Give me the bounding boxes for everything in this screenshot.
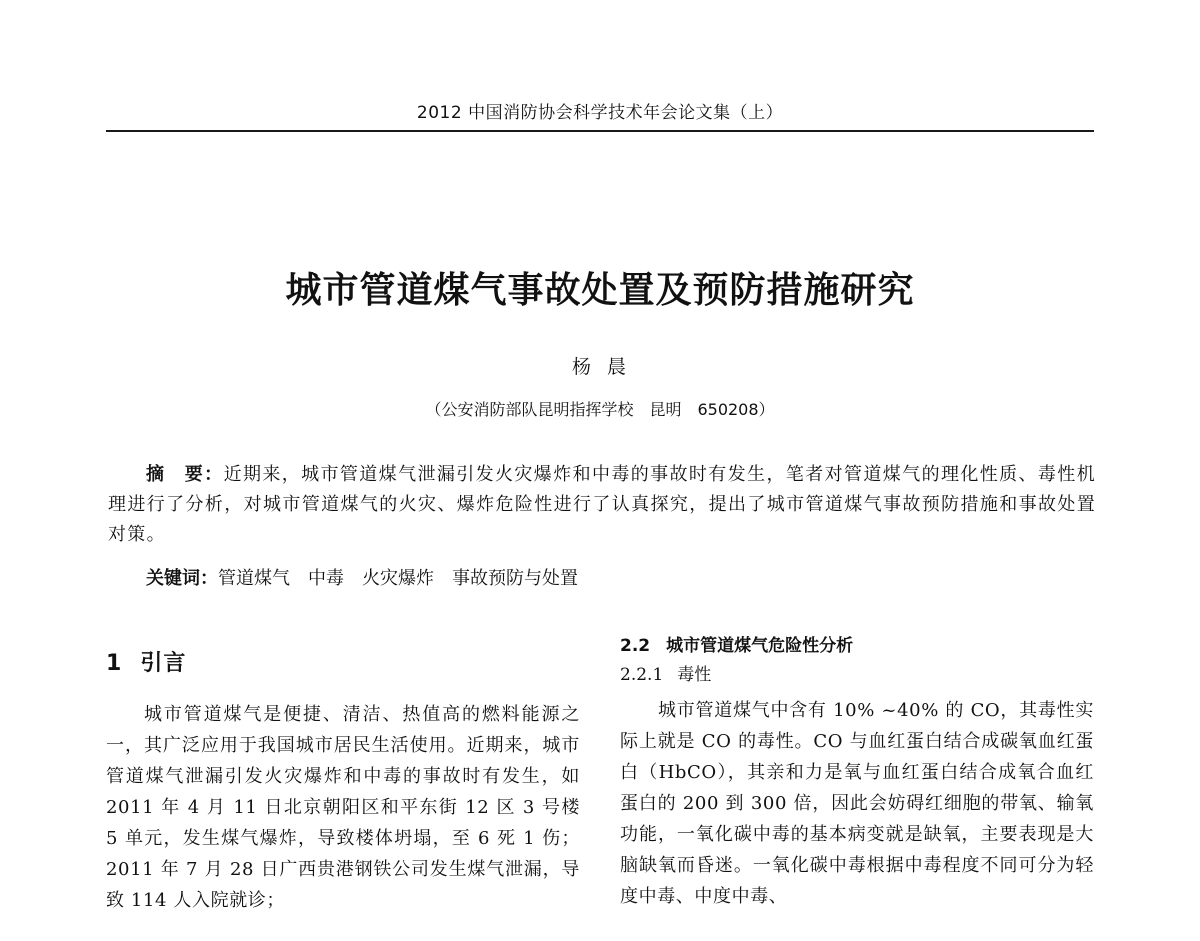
section-title: 引言 [140,651,187,676]
abstract-text: 近期来，城市管道煤气泄漏引发火灾爆炸和中毒的事故时有发生，笔者对管道煤气的理化性质、毒性机理进行了分析，对城市管道煤气的火灾、爆炸危险性进行了认真探究，提出了城市管道煤气事故预防措施和事故处置对策。 [108,464,1096,545]
right-column [620,631,1094,912]
section-number: 1 [106,651,123,676]
toxicity-paragraph: 城市管道煤气中含有 10% ~40% 的 CO，其毒性实际上就是 CO 的毒性。CO 与血红蛋白结合成碳氧血红蛋白（HbCO），其亲和力是氧与血红蛋白结合成氧合血红蛋白的 200 到 300 倍，因此会妨碍红细胞的带氧、输氧功能，一氧化碳中毒的基本病变就是缺氧，主要表现是大脑缺氧而昏迷。一氧化碳中毒根据中毒程度不同可分为轻度中毒、中度中毒、 [620,700,1094,907]
keyword-item: 中毒 [308,568,344,589]
paper-author: 杨晨 [571,356,642,378]
keyword-item: 事故预防与处置 [452,568,578,589]
keywords [146,566,596,592]
abstract [108,460,1096,550]
section-heading [106,646,580,677]
abstract-label: 摘 要： [146,464,224,485]
intro-paragraph: 城市管道煤气是便捷、清洁、热值高的燃料能源之一，其广泛应用于我国城市居民生活使用。近期来，城市管道煤气泄漏引发火灾爆炸和中毒的事故时有发生，如 2011 年 4 月 11 日北京朝阳区和平东街 12 区 3 号楼 5 单元，发生煤气爆炸，导致楼体坍塌，至 6 死 1 伤；2011 年 7 月 28 日广西贵港钢铁公司发生煤气泄漏，导致 114 人入院就诊； [106,704,580,911]
header-rule [106,130,1094,132]
author-affiliation: （公安消防部队昆明指挥学校 昆明 650208） [425,400,775,419]
keywords-label: 关键词： [146,568,218,589]
subsection-title: 城市管道煤气危险性分析 [666,636,854,656]
left-column [106,646,580,916]
paper-title: 城市管道煤气事故处置及预防措施研究 [285,269,915,311]
subsection-number: 2.2 [620,636,651,656]
running-header: 2012 中国消防协会科学技术年会论文集（上） [416,103,784,123]
subsubsection-heading [620,660,1094,685]
subsubsection-number: 2.2.1 [620,665,664,685]
keyword-item: 管道煤气 [218,568,290,589]
keyword-item: 火灾爆炸 [362,568,434,589]
subsubsection-title: 毒性 [677,665,712,685]
subsection-heading [620,631,1094,656]
